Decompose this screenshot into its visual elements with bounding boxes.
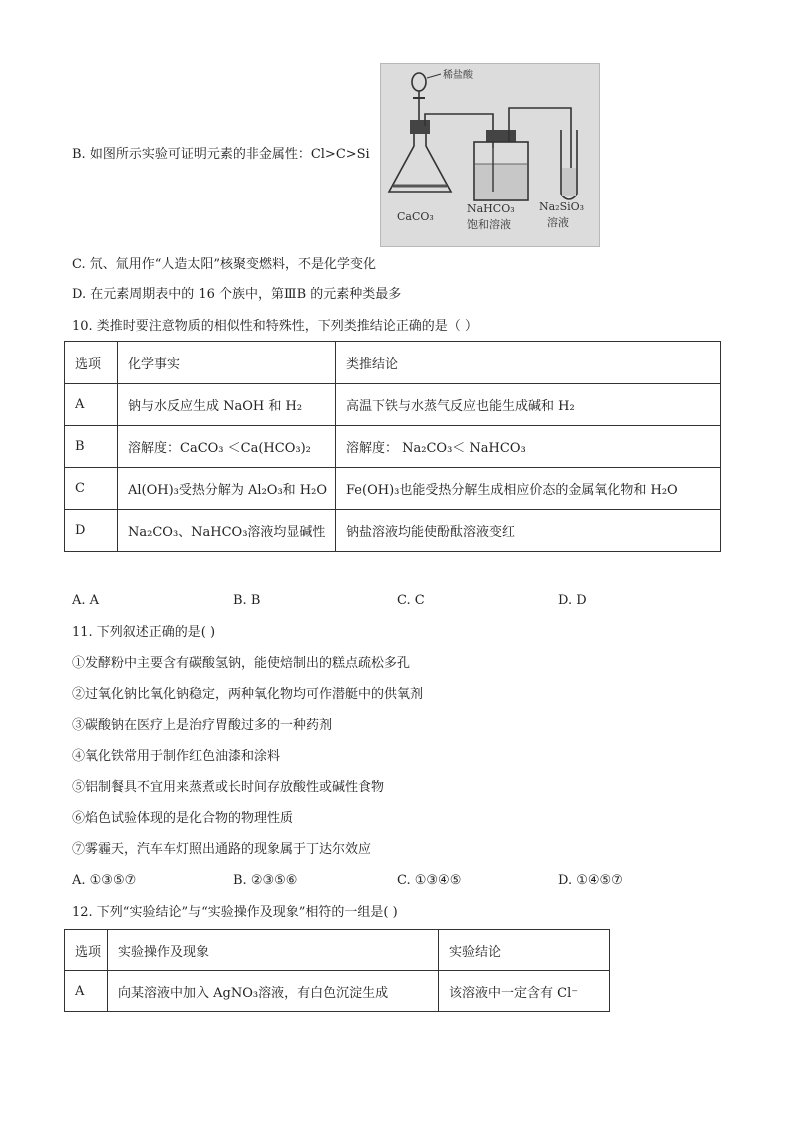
q11-answer-c: C. ①③④⑤ (397, 873, 462, 888)
table-cell: 溶解度： Na₂CO₃＜ NaHCO₃ (336, 426, 721, 468)
q11-item: ①发酵粉中主要含有碳酸氢钠，能使焙制出的糕点疏松多孔 (72, 656, 411, 671)
q12-table (64, 929, 610, 1012)
apparatus-figure (380, 63, 600, 247)
q9-option-d: D. 在元素周期表中的 16 个族中，第ⅢB 的元素种类最多 (72, 287, 402, 302)
header-cell: 化学事实 (118, 342, 336, 384)
table-cell: 钠盐溶液均能使酚酞溶液变红 (336, 510, 721, 552)
acid-label: 稀盐酸 (443, 70, 473, 81)
table-cell: 溶解度：CaCO₃ ＜Ca(HCO₃)₂ (118, 426, 336, 468)
header-cell: 类推结论 (336, 342, 721, 384)
q11-item: ③碳酸钠在医疗上是治疗胃酸过多的一种药剂 (72, 718, 333, 733)
table-cell: 钠与水反应生成 NaOH 和 H₂ (118, 384, 336, 426)
q10-answer-b: B. B (233, 593, 261, 608)
bottle-label-1: NaHCO₃ (467, 202, 515, 215)
table-row (65, 384, 721, 426)
table-cell: Al(OH)₃受热分解为 Al₂O₃和 H₂O (118, 468, 336, 510)
table-cell: C (65, 468, 118, 510)
q11-item: ④氧化铁常用于制作红色油漆和涂料 (72, 749, 281, 764)
q11-item: ⑦雾霾天，汽车车灯照出通路的现象属于丁达尔效应 (72, 842, 372, 857)
q9-option-c: C. 氘、氚用作“人造太阳”核聚变燃料，不是化学变化 (72, 257, 377, 272)
table-cell: B (65, 426, 118, 468)
table-cell: Fe(OH)₃也能受热分解生成相应价态的金属氧化物和 H₂O (336, 468, 721, 510)
tube-label-1: Na₂SiO₃ (539, 200, 585, 213)
q12-stem: 12. 下列“实验结论”与“实验操作及现象”相符的一组是( ) (72, 905, 398, 920)
q11-item: ⑤铝制餐具不宜用来蒸煮或长时间存放酸性或碱性食物 (72, 780, 385, 795)
table-row (65, 468, 721, 510)
q10-stem: 10. 类推时要注意物质的相似性和特殊性，下列类推结论正确的是（ ） (72, 319, 478, 334)
table-row (65, 971, 610, 1012)
header-cell: 选项 (65, 342, 118, 384)
table-cell: A (65, 384, 118, 426)
q11-answer-a: A. ①③⑤⑦ (72, 873, 137, 888)
q11-answer-d: D. ①④⑤⑦ (558, 873, 623, 888)
table-header-row (65, 930, 610, 971)
table-row (65, 510, 721, 552)
q10-answer-c: C. C (397, 593, 425, 608)
table-cell: Na₂CO₃、NaHCO₃溶液均显碱性 (118, 510, 336, 552)
header-cell: 实验结论 (439, 930, 610, 971)
header-cell: 选项 (65, 930, 108, 971)
q10-answer-a: A. A (72, 593, 100, 608)
q11-item: ②过氧化钠比氧化钠稳定，两种氧化物均可作潜艇中的供氧剂 (72, 687, 424, 702)
q9-option-b: B. 如图所示实验可证明元素的非金属性：Cl>C>Si (72, 147, 370, 162)
q11-stem: 11. 下列叙述正确的是( ) (72, 625, 216, 640)
bottle-label-2: 饱和溶液 (467, 218, 511, 231)
q10-answer-d: D. D (558, 593, 587, 608)
table-cell: 该溶液中一定含有 Cl⁻ (439, 971, 610, 1012)
table-cell: D (65, 510, 118, 552)
table-cell: 向某溶液中加入 AgNO₃溶液，有白色沉淀生成 (108, 971, 439, 1012)
header-cell: 实验操作及现象 (108, 930, 439, 971)
table-cell: 高温下铁与水蒸气反应也能生成碱和 H₂ (336, 384, 721, 426)
table-cell: A (65, 971, 108, 1012)
flask-label: CaCO₃ (397, 210, 434, 223)
q11-item: ⑥焰色试验体现的是化合物的物理性质 (72, 811, 294, 826)
table-header-row (65, 342, 721, 384)
q10-table (64, 341, 721, 552)
tube-label-2: 溶液 (547, 216, 569, 229)
table-row (65, 426, 721, 468)
q11-answer-b: B. ②③⑤⑥ (233, 873, 298, 888)
